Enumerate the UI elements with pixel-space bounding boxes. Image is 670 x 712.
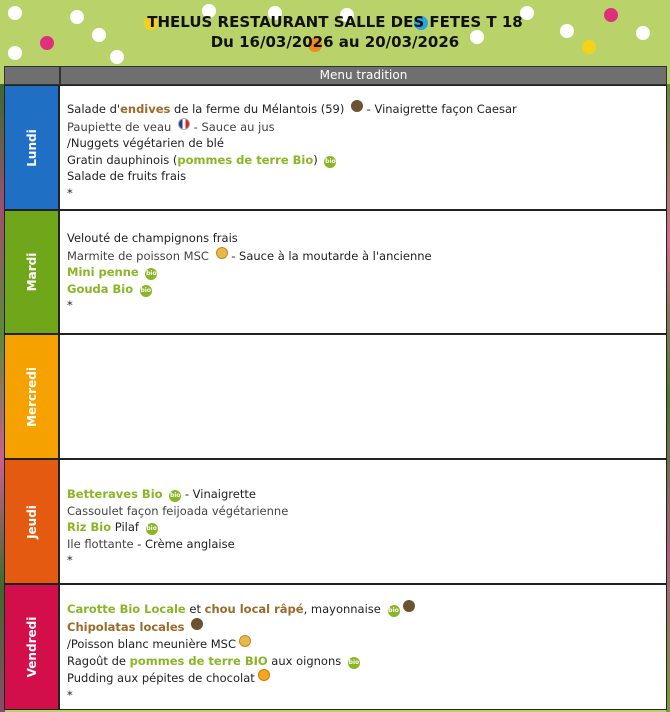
menu-text: Chipolatas locales bbox=[67, 619, 185, 634]
menu-text: de la ferme du Mélantois (59) bbox=[170, 102, 348, 116]
menu-text: * bbox=[67, 553, 73, 567]
day-label: Mercredi bbox=[24, 366, 39, 427]
menu-text: Salade de fruits frais bbox=[67, 169, 187, 183]
french-flag-icon bbox=[178, 118, 190, 130]
menu-text: - Crème anglaise bbox=[133, 536, 235, 551]
table-header bbox=[4, 66, 667, 85]
bio-icon: bio bbox=[169, 490, 181, 502]
menu-items bbox=[67, 100, 660, 201]
day-row-jeudi bbox=[4, 459, 667, 584]
menu-line bbox=[67, 618, 660, 636]
menu-line bbox=[67, 118, 660, 136]
day-row-mardi bbox=[4, 210, 667, 334]
day-cell bbox=[5, 585, 60, 709]
menu-text: Pudding aux pépites de chocolat bbox=[67, 671, 255, 685]
menu-line bbox=[67, 297, 660, 314]
menu-text: Ragoût de bbox=[67, 653, 130, 668]
menu-line bbox=[67, 635, 660, 653]
menu-line bbox=[67, 486, 660, 503]
restaurant-title: THELUS RESTAURANT SALLE DES FETES T 18 bbox=[147, 13, 523, 31]
menu-text: et bbox=[185, 602, 205, 616]
menu-text: , mayonnaise bbox=[303, 602, 385, 616]
header-corner-cell bbox=[5, 67, 61, 84]
local-produce-icon bbox=[403, 600, 415, 612]
menu-items bbox=[67, 600, 660, 703]
menu-text: Velouté de champignons frais bbox=[67, 231, 238, 245]
menu-text: /Nuggets végétarien de blé bbox=[67, 136, 224, 150]
local-produce-icon bbox=[191, 618, 203, 630]
bio-icon: bio bbox=[140, 285, 152, 297]
menu-text: - Vinaigrette bbox=[181, 487, 256, 501]
menu-line bbox=[67, 247, 660, 265]
menu-text: pommes de terre Bio bbox=[177, 152, 314, 167]
menu-text bbox=[163, 487, 167, 501]
menu-line bbox=[67, 653, 660, 670]
menu-line bbox=[67, 536, 660, 553]
msc-icon bbox=[216, 247, 228, 259]
menu-line bbox=[67, 669, 660, 687]
menu-items bbox=[67, 486, 660, 569]
menu-text: endives bbox=[120, 102, 171, 116]
menu-items bbox=[67, 230, 660, 314]
menu-table bbox=[4, 66, 667, 710]
bio-icon: bio bbox=[146, 523, 158, 535]
local-produce-icon bbox=[351, 100, 363, 112]
menu-text: - Sauce au jus bbox=[189, 119, 275, 134]
menu-text bbox=[133, 282, 137, 296]
day-cell bbox=[5, 335, 60, 458]
menu-text bbox=[185, 620, 189, 634]
msc-icon bbox=[239, 635, 251, 647]
menu-line bbox=[67, 600, 660, 618]
menu-text: Ile flottante bbox=[67, 536, 134, 551]
bio-icon: bio bbox=[145, 268, 157, 280]
menu-text: Betteraves Bio bbox=[67, 487, 163, 501]
menu-text: Mini penne bbox=[67, 265, 139, 279]
column-label: Menu tradition bbox=[319, 68, 408, 82]
menu-header bbox=[0, 12, 670, 52]
menu-line bbox=[67, 552, 660, 569]
menu-text: Riz Bio bbox=[67, 520, 112, 534]
day-row-mercredi bbox=[4, 334, 667, 459]
menu-text: Salade d' bbox=[67, 102, 121, 116]
menu-text: Paupiette de veau bbox=[67, 119, 175, 134]
menu-text: aux oignons bbox=[267, 653, 345, 668]
menu-text: * bbox=[67, 298, 73, 312]
menu-line bbox=[67, 135, 660, 152]
day-label: Lundi bbox=[24, 128, 39, 167]
menu-text: Cassoulet façon feijoada végétarienne bbox=[67, 503, 289, 518]
menu-text: Gratin dauphinois ( bbox=[67, 152, 178, 167]
day-row-lundi bbox=[4, 85, 667, 210]
menu-text: pommes de terre BIO bbox=[129, 653, 268, 668]
day-cell bbox=[5, 211, 60, 333]
menu-text: Pilaf bbox=[111, 520, 143, 534]
day-cell bbox=[5, 86, 60, 209]
menu-text bbox=[139, 265, 143, 279]
menu-line bbox=[67, 230, 660, 247]
day-label: Mardi bbox=[24, 252, 39, 292]
homemade-icon bbox=[258, 669, 270, 681]
menu-text: * bbox=[67, 185, 73, 200]
menu-line bbox=[67, 503, 660, 520]
date-range: Du 16/03/2026 au 20/03/2026 bbox=[210, 33, 460, 51]
menu-text: Gouda Bio bbox=[67, 281, 134, 296]
bio-icon: bio bbox=[388, 605, 400, 617]
menu-line bbox=[67, 100, 660, 118]
menu-text: - Sauce à la moutarde à l'ancienne bbox=[227, 248, 432, 263]
day-cell bbox=[5, 460, 60, 583]
day-label: Vendredi bbox=[24, 616, 39, 678]
day-label: Jeudi bbox=[24, 504, 39, 539]
menu-text: * bbox=[67, 687, 73, 702]
menu-line bbox=[67, 185, 660, 202]
menu-text: chou local râpé bbox=[204, 602, 304, 616]
menu-text: Carotte Bio Locale bbox=[67, 602, 186, 616]
bio-icon: bio bbox=[348, 657, 360, 669]
menu-text: /Poisson blanc meunière MSC bbox=[67, 637, 236, 651]
menu-text: Marmite de poisson MSC bbox=[67, 248, 213, 263]
menu-line bbox=[67, 152, 660, 169]
day-row-vendredi bbox=[4, 584, 667, 710]
menu-line bbox=[67, 281, 660, 298]
menu-line bbox=[67, 264, 660, 281]
menu-line bbox=[67, 168, 660, 185]
bio-icon: bio bbox=[324, 156, 336, 168]
menu-line bbox=[67, 687, 660, 704]
menu-text: ) bbox=[313, 152, 322, 167]
menu-text: - Vinaigrette façon Caesar bbox=[363, 102, 517, 116]
menu-line bbox=[67, 519, 660, 536]
